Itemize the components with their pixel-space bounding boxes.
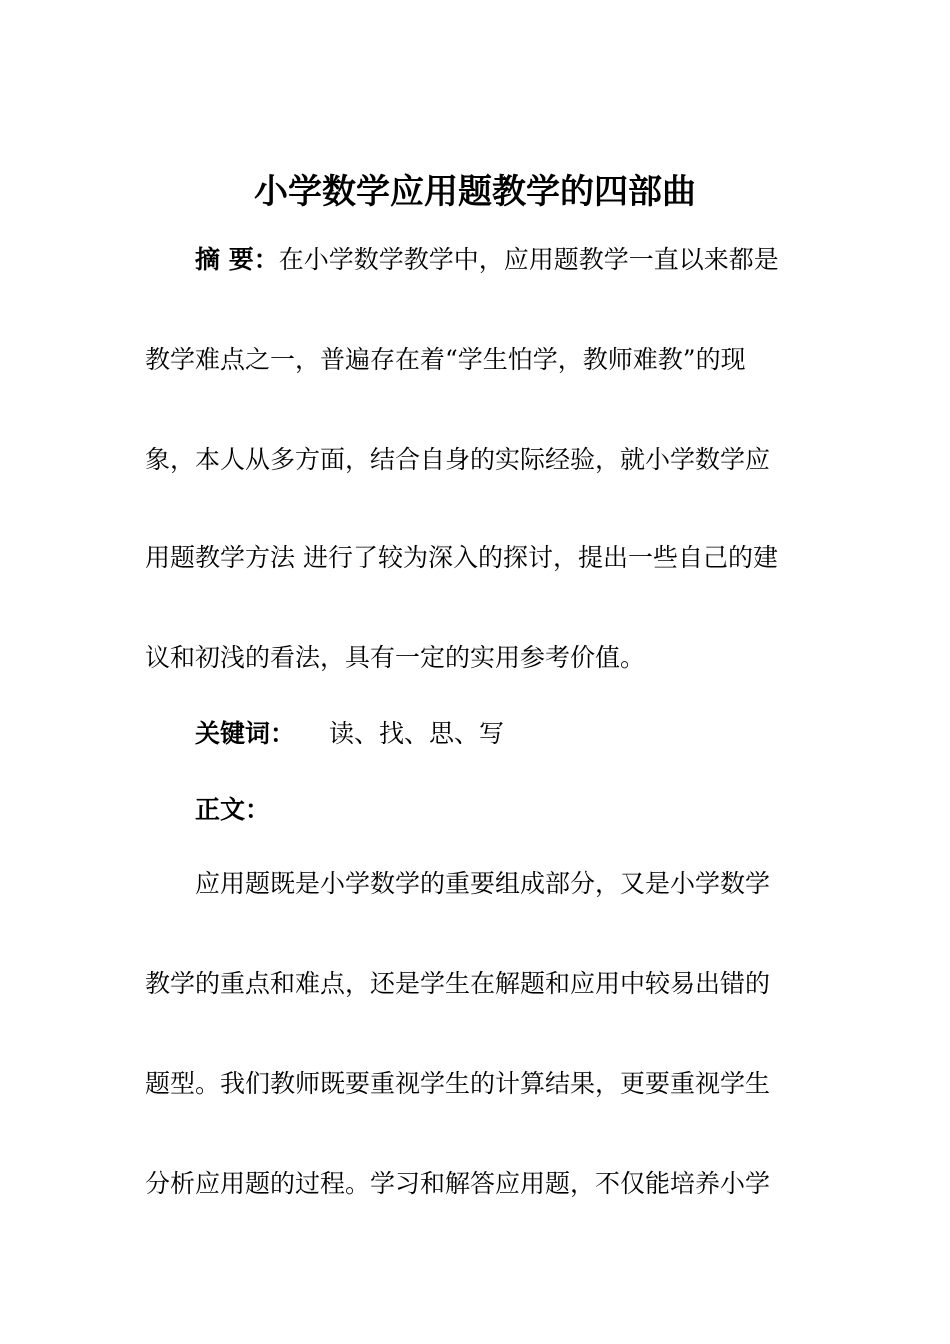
abstract-line: 象，本人从多方面，结合自身的实际经验，就小学数学应 bbox=[145, 445, 771, 474]
body-heading: 正文： bbox=[195, 795, 271, 824]
abstract-label: 摘 要： bbox=[195, 245, 279, 274]
keywords-line bbox=[195, 714, 805, 754]
keywords-text: 读、找、思、写 bbox=[329, 719, 505, 748]
body-line: 教学的重点和难点，还是学生在解题和应用中较易出错的 bbox=[145, 969, 771, 998]
abstract-first-line bbox=[195, 240, 805, 280]
document-title: 小学数学应用题教学的四部曲 bbox=[254, 172, 696, 212]
keywords-label: 关键词： bbox=[195, 719, 296, 748]
abstract-line: 教学难点之一，普遍存在着“学生怕学，教师难教”的现 bbox=[145, 345, 746, 374]
body-line: 题型。我们教师既要重视学生的计算结果，更要重视学生 bbox=[145, 1069, 771, 1098]
abstract-line: 议和初浅的看法，具有一定的实用参考价值。 bbox=[145, 643, 646, 672]
body-line: 应用题既是小学数学的重要组成部分，又是小学数学 bbox=[195, 869, 771, 898]
body-line: 分析应用题的过程。学习和解答应用题，不仅能培养小学 bbox=[145, 1169, 771, 1198]
abstract-line: 在小学数学教学中，应用题教学一直以来都是 bbox=[278, 245, 779, 274]
abstract-line: 用题教学方法 进行了较为深入的探讨，提出一些自己的建 bbox=[145, 543, 778, 572]
